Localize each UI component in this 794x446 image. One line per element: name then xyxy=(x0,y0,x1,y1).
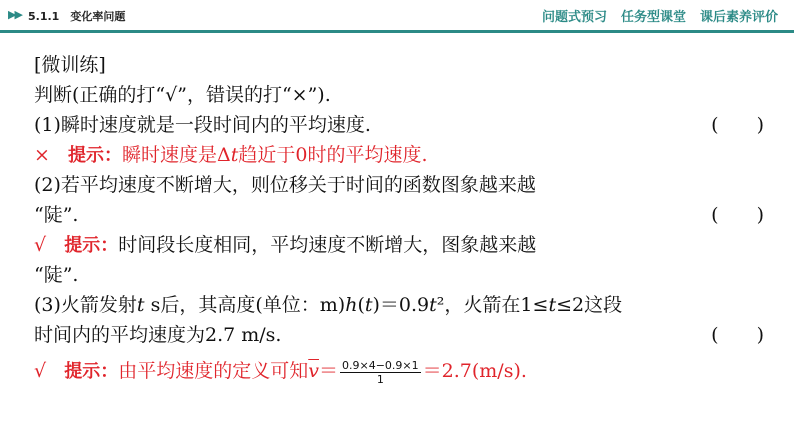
q3-var: t xyxy=(548,294,557,316)
fraction-numerator: 0.9×4−0.9×1 xyxy=(342,358,419,372)
hint-text-2a: 时间段长度相同，平均速度不断增大，图象越来越 xyxy=(118,234,537,256)
header-bar xyxy=(0,0,794,30)
header-divider xyxy=(0,30,794,33)
question-2-line-1: (2)若平均速度不断增大，则位移关于时间的函数图象越来越 xyxy=(34,174,536,196)
answer-paren-1: ( ) xyxy=(711,114,764,136)
tab-classroom[interactable]: 任务型课堂 xyxy=(620,10,686,25)
section-title: 5.1.1 变化率问题 xyxy=(28,10,126,23)
velocity-bar-symbol: $\overline{v}$ xyxy=(308,360,319,382)
hint-label: 提示： xyxy=(64,361,119,382)
equals-sign: ＝ xyxy=(318,360,338,382)
q3-var: t xyxy=(364,294,373,316)
hint-text-1b: 趋近于0时的平均速度. xyxy=(238,144,428,166)
q3-text: s后，其高度(单位：m) xyxy=(144,294,346,316)
instruction-text: 判断(正确的打“√”，错误的打“×”). xyxy=(34,84,331,106)
q3-var: h xyxy=(345,294,358,316)
check-mark: √ xyxy=(34,360,47,382)
q3-text: )＝0.9 xyxy=(372,294,430,316)
q3-text: (3)火箭发射 xyxy=(34,294,137,316)
cross-mark: × xyxy=(34,144,50,166)
tab-evaluation[interactable]: 课后素养评价 xyxy=(699,10,778,25)
hint-3 xyxy=(34,358,527,386)
hint-label: 提示： xyxy=(64,235,119,256)
q3-text: ≤2这段 xyxy=(556,294,623,316)
q3-var: t xyxy=(429,294,437,316)
q3-var: t xyxy=(136,294,145,316)
hint-text-1a: 瞬时速度是Δ xyxy=(122,144,231,166)
answer-paren-2: ( ) xyxy=(711,204,764,226)
check-mark: √ xyxy=(34,234,47,256)
q3-text: ²，火箭在1≤ xyxy=(436,294,549,316)
hint-var-t: t xyxy=(230,144,239,166)
exercise-title: [微训练] xyxy=(34,54,106,76)
question-2-line-2: “陡”. xyxy=(34,204,79,226)
question-1: (1)瞬时速度就是一段时间内的平均速度. xyxy=(34,114,371,136)
hint-label: 提示： xyxy=(68,145,123,166)
q3-text: ( xyxy=(357,294,365,316)
question-3-line-2: 时间内的平均速度为2.7 m/s. xyxy=(34,324,282,346)
answer-paren-3: ( ) xyxy=(711,324,764,346)
hint-2-line-2: “陡”. xyxy=(34,264,79,286)
hint-2 xyxy=(34,232,536,259)
tab-preview[interactable]: 问题式预习 xyxy=(541,10,607,25)
hint-text-3b: ＝2.7(m/s). xyxy=(422,360,527,382)
play-arrows-icon: ▶▶ xyxy=(8,8,21,21)
hint-text-3a: 由平均速度的定义可知 xyxy=(118,360,309,382)
nav-tabs xyxy=(542,6,778,25)
hint-1 xyxy=(34,142,428,169)
question-3-line-1 xyxy=(34,292,622,319)
fraction xyxy=(340,359,421,386)
fraction-denominator: 1 xyxy=(376,372,384,386)
